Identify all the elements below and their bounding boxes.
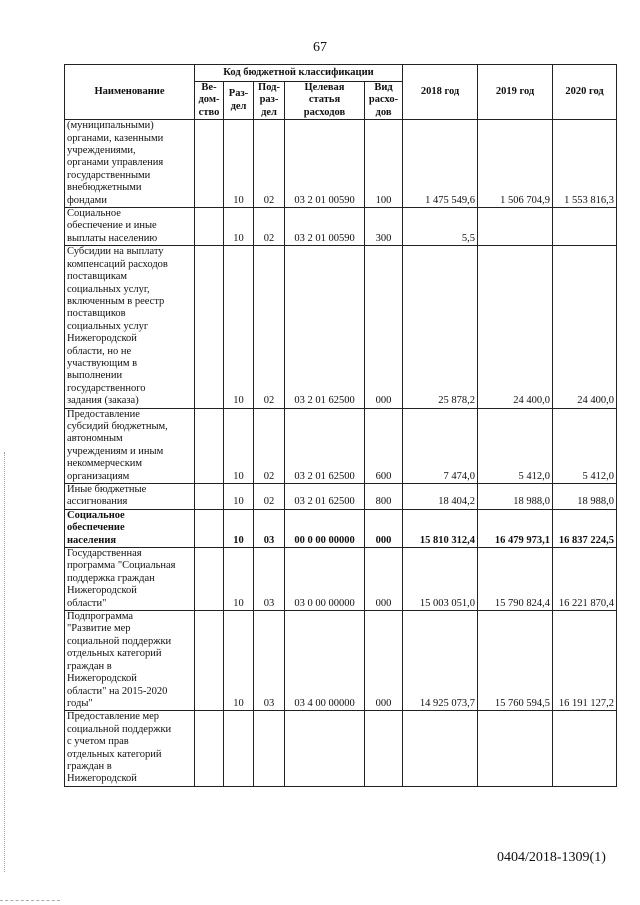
row-podrazdel: 02 bbox=[254, 120, 285, 208]
row-name: (муниципальными) органами, казенными учреждениями, органами управления государственными внебюджетными фондами bbox=[65, 120, 195, 208]
row-value-2020: 16 221 870,4 bbox=[553, 548, 617, 611]
row-razdel: 10 bbox=[224, 246, 254, 408]
row-vid-rashodov bbox=[365, 711, 403, 786]
header-2020: 2020 год bbox=[553, 65, 617, 120]
row-value-2019 bbox=[478, 711, 553, 786]
header-vedomstvo: Ве- дом- ство bbox=[195, 82, 224, 120]
row-name: Государственная программа "Социальная поддержка граждан Нижегородской области" bbox=[65, 548, 195, 611]
table-row bbox=[65, 611, 617, 711]
row-razdel: 10 bbox=[224, 484, 254, 510]
header-razdel: Раз- дел bbox=[224, 82, 254, 120]
row-vedomstvo bbox=[195, 246, 224, 408]
row-podrazdel: 02 bbox=[254, 208, 285, 246]
row-value-2019: 18 988,0 bbox=[478, 484, 553, 510]
row-value-2018: 15 003 051,0 bbox=[403, 548, 478, 611]
table-row bbox=[65, 509, 617, 547]
row-celevaya-statya: 03 2 01 00590 bbox=[285, 208, 365, 246]
row-value-2020: 1 553 816,3 bbox=[553, 120, 617, 208]
header-2019: 2019 год bbox=[478, 65, 553, 120]
table-row bbox=[65, 711, 617, 786]
row-value-2020: 5 412,0 bbox=[553, 408, 617, 483]
table-row bbox=[65, 548, 617, 611]
table-row bbox=[65, 408, 617, 483]
row-vedomstvo bbox=[195, 120, 224, 208]
row-value-2020: 24 400,0 bbox=[553, 246, 617, 408]
header-name: Наименование bbox=[65, 65, 195, 120]
row-vedomstvo bbox=[195, 509, 224, 547]
row-razdel: 10 bbox=[224, 208, 254, 246]
header-celevaya-statya: Целевая статья расходов bbox=[285, 82, 365, 120]
row-name: Социальное обеспечение населения bbox=[65, 509, 195, 547]
table-body bbox=[65, 120, 617, 787]
header-podrazdel: Под- раз- дел bbox=[254, 82, 285, 120]
row-vid-rashodov: 000 bbox=[365, 246, 403, 408]
document-code: 0404/2018-1309(1) bbox=[497, 850, 606, 865]
row-value-2020: 16 191 127,2 bbox=[553, 611, 617, 711]
row-podrazdel: 03 bbox=[254, 548, 285, 611]
row-value-2020: 18 988,0 bbox=[553, 484, 617, 510]
row-podrazdel bbox=[254, 711, 285, 786]
row-vedomstvo bbox=[195, 208, 224, 246]
row-vedomstvo bbox=[195, 611, 224, 711]
header-2018: 2018 год bbox=[403, 65, 478, 120]
row-celevaya-statya: 00 0 00 00000 bbox=[285, 509, 365, 547]
row-celevaya-statya: 03 2 01 62500 bbox=[285, 246, 365, 408]
row-value-2018: 7 474,0 bbox=[403, 408, 478, 483]
scan-margin-marks bbox=[4, 452, 7, 872]
row-celevaya-statya bbox=[285, 711, 365, 786]
scan-bottom-marks bbox=[0, 900, 60, 903]
row-vid-rashodov: 300 bbox=[365, 208, 403, 246]
row-value-2018: 25 878,2 bbox=[403, 246, 478, 408]
row-value-2018: 14 925 073,7 bbox=[403, 611, 478, 711]
row-podrazdel: 03 bbox=[254, 611, 285, 711]
row-razdel: 10 bbox=[224, 611, 254, 711]
row-value-2019: 16 479 973,1 bbox=[478, 509, 553, 547]
row-name: Социальное обеспечение и иные выплаты населению bbox=[65, 208, 195, 246]
row-value-2019: 15 760 594,5 bbox=[478, 611, 553, 711]
page-number: 67 bbox=[313, 40, 327, 55]
row-podrazdel: 02 bbox=[254, 246, 285, 408]
row-celevaya-statya: 03 2 01 00590 bbox=[285, 120, 365, 208]
row-vid-rashodov: 000 bbox=[365, 509, 403, 547]
table-row bbox=[65, 484, 617, 510]
row-vedomstvo bbox=[195, 711, 224, 786]
row-celevaya-statya: 03 4 00 00000 bbox=[285, 611, 365, 711]
row-podrazdel: 03 bbox=[254, 509, 285, 547]
table-row bbox=[65, 120, 617, 208]
row-razdel: 10 bbox=[224, 509, 254, 547]
row-value-2020 bbox=[553, 208, 617, 246]
row-value-2018 bbox=[403, 711, 478, 786]
header-vid-rashodov: Вид расхо- дов bbox=[365, 82, 403, 120]
row-vedomstvo bbox=[195, 484, 224, 510]
budget-table bbox=[64, 64, 617, 787]
row-name: Субсидии на выплату компенсаций расходов поставщикам социальных услуг, включенным в реестр поставщиков социальных услуг Нижегородской области, но не участвующим в выполнении государственного задания (заказа) bbox=[65, 246, 195, 408]
row-value-2019: 1 506 704,9 bbox=[478, 120, 553, 208]
row-vid-rashodov: 600 bbox=[365, 408, 403, 483]
row-vid-rashodov: 800 bbox=[365, 484, 403, 510]
row-value-2019 bbox=[478, 208, 553, 246]
row-value-2019: 15 790 824,4 bbox=[478, 548, 553, 611]
row-value-2020 bbox=[553, 711, 617, 786]
row-podrazdel: 02 bbox=[254, 408, 285, 483]
row-celevaya-statya: 03 2 01 62500 bbox=[285, 484, 365, 510]
row-razdel: 10 bbox=[224, 120, 254, 208]
row-value-2020: 16 837 224,5 bbox=[553, 509, 617, 547]
row-value-2018: 5,5 bbox=[403, 208, 478, 246]
row-name: Предоставление субсидий бюджетным, автономным учреждениям и иным некоммерческим организациям bbox=[65, 408, 195, 483]
row-razdel bbox=[224, 711, 254, 786]
row-value-2018: 18 404,2 bbox=[403, 484, 478, 510]
row-value-2018: 1 475 549,6 bbox=[403, 120, 478, 208]
row-celevaya-statya: 03 2 01 62500 bbox=[285, 408, 365, 483]
table-row bbox=[65, 208, 617, 246]
row-podrazdel: 02 bbox=[254, 484, 285, 510]
row-razdel: 10 bbox=[224, 408, 254, 483]
row-vid-rashodov: 100 bbox=[365, 120, 403, 208]
row-celevaya-statya: 03 0 00 00000 bbox=[285, 548, 365, 611]
row-value-2018: 15 810 312,4 bbox=[403, 509, 478, 547]
row-value-2019: 24 400,0 bbox=[478, 246, 553, 408]
row-name: Предоставление мер социальной поддержки с учетом прав отдельных категорий граждан в Нижегородской bbox=[65, 711, 195, 786]
row-razdel: 10 bbox=[224, 548, 254, 611]
row-vid-rashodov: 000 bbox=[365, 548, 403, 611]
row-vedomstvo bbox=[195, 408, 224, 483]
row-name: Иные бюджетные ассигнования bbox=[65, 484, 195, 510]
table-row bbox=[65, 246, 617, 408]
row-vedomstvo bbox=[195, 548, 224, 611]
row-name: Подпрограмма "Развитие мер социальной поддержки отдельных категорий граждан в Нижегородской области" на 2015-2020 годы" bbox=[65, 611, 195, 711]
row-value-2019: 5 412,0 bbox=[478, 408, 553, 483]
header-budget-code-group: Код бюджетной классификации bbox=[195, 65, 403, 82]
row-vid-rashodov: 000 bbox=[365, 611, 403, 711]
